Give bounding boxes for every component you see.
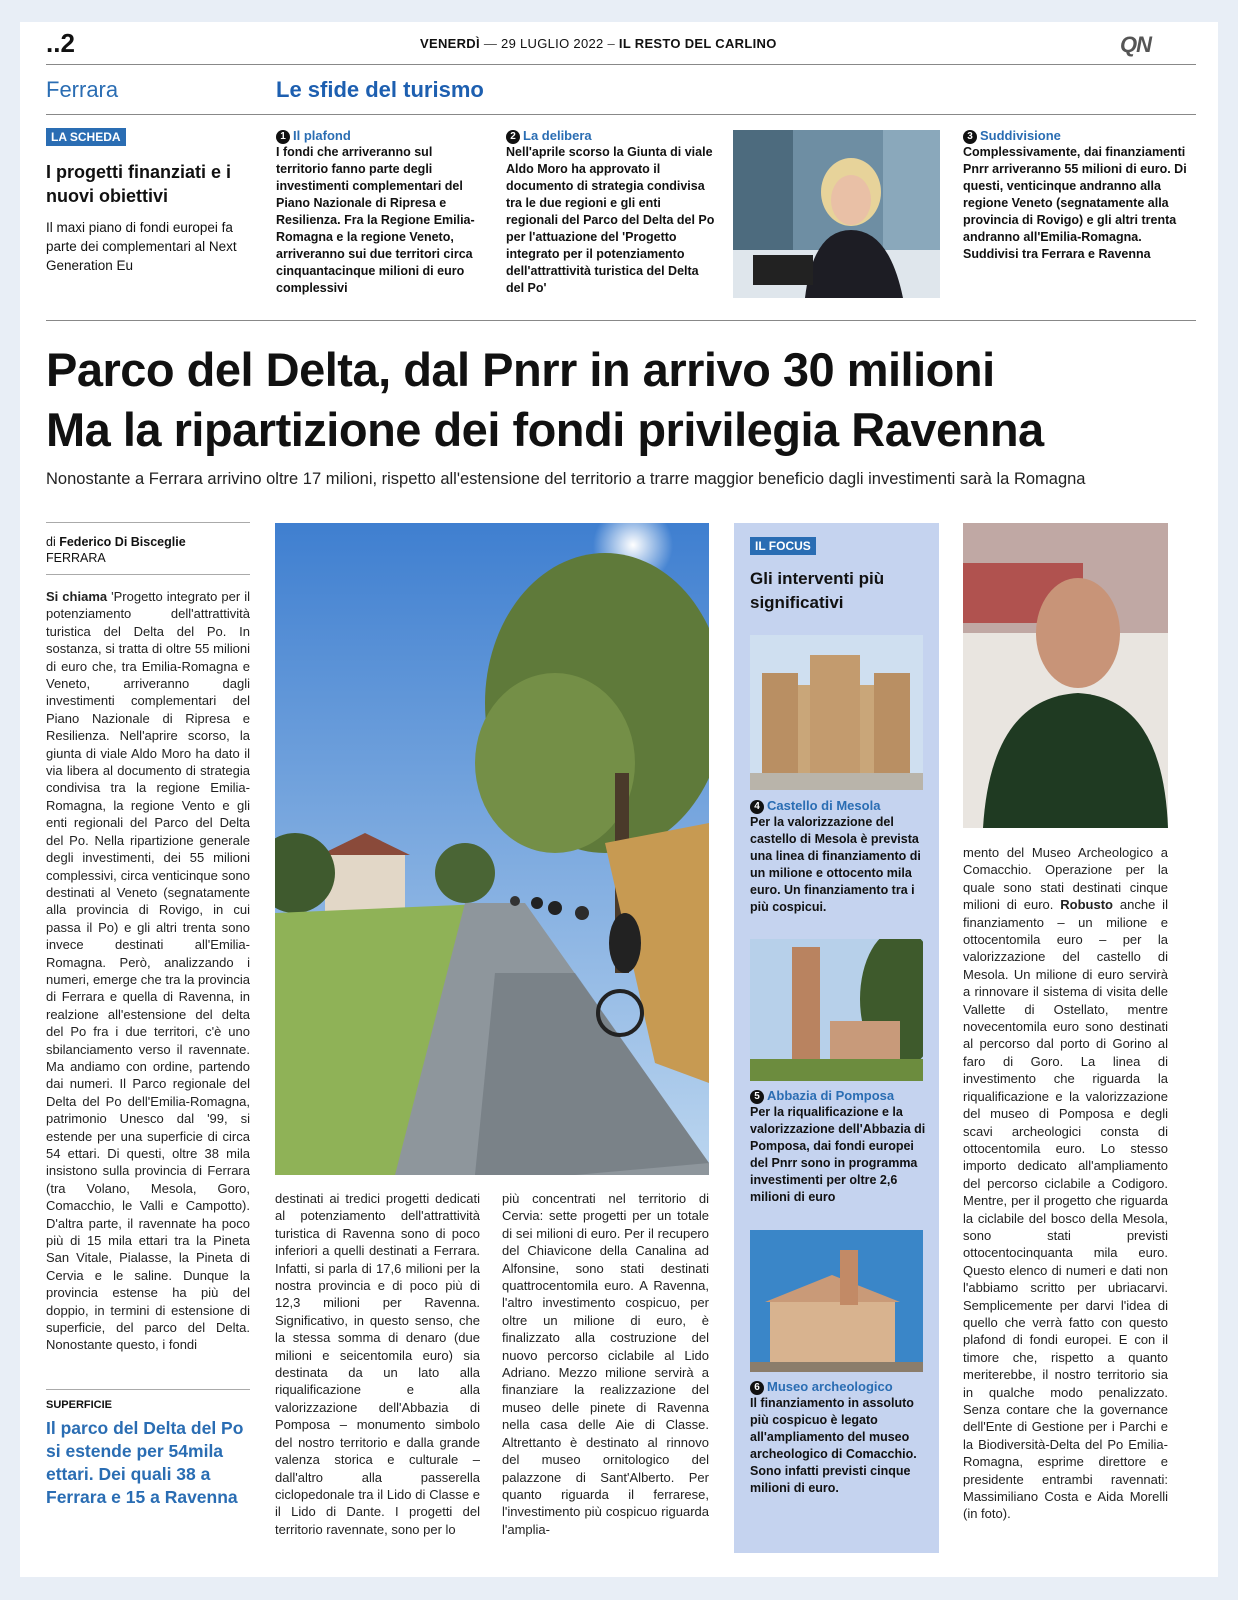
number-1-icon: 1 <box>276 130 290 144</box>
paragraph-lead: Robusto <box>1060 897 1113 913</box>
section-name: Ferrara <box>46 77 119 102</box>
cycling-path-illustration <box>275 523 709 1175</box>
castello-mesola-photo <box>750 635 923 790</box>
focus-item-heading: 6 Museo archeologico <box>750 1379 928 1395</box>
cyclists-photo <box>275 523 709 1175</box>
info-box-heading: 2 La delibera <box>506 128 716 144</box>
regional-councillor-photo <box>733 130 940 298</box>
headline-line-1: Parco del Delta, dal Pnrr in arrivo 30 milioni <box>46 343 995 396</box>
top-rule <box>46 320 1196 321</box>
superficie-rule <box>46 1389 250 1390</box>
number-6-icon: 6 <box>750 1381 764 1395</box>
article-column-2: destinati ai tredici progetti dedicati al potenziamento dell'attrattività turistica di Ravenna sono di poco inferiori a quelli destinati a Ferrara. Infatti, si parla di 17,6 milioni per la nostra provincia e di poco più di 12,3 milioni per Ravenna. Significativo, in questo senso, che la stessa somma di denaro (due milioni e seicentomila euro) sia destinata da un lato alla riqualificazione e alla valorizzazione dell'Abbazia di Pomposa – monumento simbolo del nostro territorio e dalla grande valenza storica e culturale – dall'altro alla passerella ciclopedonale tra il Lido di Classe e il Lido di Dante. I progetti del territorio ravennate, sono per lo <box>275 1191 480 1537</box>
focus-item-6 <box>750 1379 928 1497</box>
masthead-day: VENERDÌ <box>420 36 480 51</box>
superficie-text: Il parco del Delta del Po si estende per 54mila ettari. Dei quali 38 a Ferrara e 15 a Ravenna <box>46 1418 244 1507</box>
info-box-heading: 1 Il plafond <box>276 128 486 144</box>
focus-item-text: Per la valorizzazione del castello di Mesola è prevista una linea di finanziamento di un milione e ottocento mila euro. Un finanziamento tra i più cospicui. <box>750 815 921 914</box>
focus-item-heading: 5 Abbazia di Pomposa <box>750 1088 928 1104</box>
masthead-line <box>420 36 777 51</box>
scheda-text: Il maxi piano di fondi europei fa parte dei complementari al Next Generation Eu <box>46 220 237 273</box>
info-box-1 <box>276 128 486 297</box>
masthead-dash: — <box>483 36 498 51</box>
byline-rule <box>46 522 250 523</box>
headline <box>46 340 1196 460</box>
byline-rule <box>46 574 250 575</box>
info-box-heading: 3 Suddivisione <box>963 128 1188 144</box>
focus-item-text: Il finanziamento in assoluto più cospicuo è legato all'ampliamento del museo archeologico di Comacchio. Sono infatti previsti cinque milioni di euro. <box>750 1396 917 1495</box>
subheadline: Nonostante a Ferrara arrivino oltre 17 milioni, rispetto all'estensione del territorio a trarre maggior beneficio dagli investimenti sarà la Romagna <box>46 470 1086 488</box>
info-box-3 <box>963 128 1188 263</box>
focus-item-5 <box>750 1088 928 1206</box>
byline <box>46 534 250 566</box>
number-3-icon: 3 <box>963 130 977 144</box>
focus-badge: IL FOCUS <box>750 537 816 555</box>
number-2-icon: 2 <box>506 130 520 144</box>
info-box-2 <box>506 128 716 297</box>
abbazia-pomposa-photo <box>750 939 923 1081</box>
portrait-illustration <box>733 130 940 298</box>
section-rule <box>46 114 1196 115</box>
focus-item-4 <box>750 798 928 916</box>
museo-archeologico-photo <box>750 1230 923 1372</box>
qn-logo: QN <box>1120 32 1151 57</box>
article-column-4: mento del Museo Archeologico a Comacchio. Operazione per la quale sono stati destinati cinque milioni di euro. Robusto anche il finanziamento – un milione e ottocentomila euro – per la valorizzazione del castello di Mesola. Un milione di euro servirà a rinnovare il sistema di visita delle Vallette di Ostellato, mentre novecentomila euro sono destinati al percorso dal porto di Gorino al faro di Goro. La linea di investimento che riguarda la riqualificazione e la valorizzazione del museo di Pomposa e degli scavi archeologici consta di ottocentomila euro. Lo stesso importo dedicato all'ampliamento del percorso ciclabile a Codigoro. Mentre, per il progetto che riguarda la ciclabile del bosco della Mesola, sono stati previsti ottocentocinquanta mila euro. Questo elenco di numeri e dati non l'abbiamo scritto per ubriacarvi. Semplicemente per darvi l'idea di quello che verrà fatto con questo plafond di fondi europei. E con il timore che, rispetto a quanto meriterebbe, il nostro territorio sia in qualche modo penalizzato. Senza contare che la governance dell'Ente di Gestione per i Parchi e la Biodiversità-Delta del Po Emilia-Romagna, esprime direttore e presidente entrambi ravennati: Massimiliano Costa e Aida Morelli (in foto). <box>963 845 1168 1522</box>
director-portrait-photo <box>963 523 1168 828</box>
topic-title: Le sfide del turismo <box>276 77 484 102</box>
info-box-text: Complessivamente, dai finanziamenti Pnrr arriveranno 55 milioni di euro. Di questi, venticinque andranno alla regione Veneto (segnatamente alla provincia di Rovigo) e gli altri trenta andranno all'Emilia-Romagna. Suddivisi tra Ferrara e Ravenna <box>963 145 1187 261</box>
focus-item-text: Per la riqualificazione e la valorizzazione dell'Abbazia di Pomposa, dai fondi europei del Pnrr sono in programma investimenti per oltre 2,6 milioni di euro <box>750 1105 926 1204</box>
byline-author: Federico Di Bisceglie <box>59 535 186 549</box>
info-box-text: I fondi che arriveranno sul territorio fanno parte degli investimenti complementari del Piano Nazionale di Ripresa e Resilienza. Fra la Regione Emilia-Romagna e la regione Veneto, arriveranno sui due territori circa cinquantacinque milioni di euro complessivi <box>276 145 475 295</box>
byline-di: di <box>46 535 56 549</box>
newspaper-page <box>20 22 1218 1577</box>
portrait-illustration <box>963 523 1168 828</box>
masthead-date: 29 LUGLIO 2022 <box>501 36 604 51</box>
byline-place: FERRARA <box>46 551 106 565</box>
masthead-dash: – <box>607 36 615 51</box>
page-number: ..2 <box>46 28 75 58</box>
scheda-badge: LA SCHEDA <box>46 128 126 146</box>
museum-illustration <box>750 1230 923 1372</box>
number-4-icon: 4 <box>750 800 764 814</box>
masthead-paper: IL RESTO DEL CARLINO <box>618 36 777 51</box>
article-lead: Si chiama <box>46 589 108 604</box>
header-rule <box>46 64 1196 65</box>
focus-item-heading: 4 Castello di Mesola <box>750 798 928 814</box>
number-5-icon: 5 <box>750 1090 764 1104</box>
article-column-1: Si chiama 'Progetto integrato per il potenziamento dell'attrattività turistica del Delta del Po. In sostanza, si tratta di oltre 55 milioni di euro che, tra Emilia-Romagna e Veneto, arriveranno dagli investimenti complementari del Piano Nazionale di Ripresa e Resilienza. Nell'aprire scorso, la giunta di viale Aldo Moro ha dato il via libera al documento di strategia condivisa tra la regione Emilia-Romagna, la regione Vento e gli enti regionali del Parco del Delta del Po. Nella ripartizione generale degli investimenti, dei 55 milioni complessivi, circa venticinque sono destinati al Veneto (segnatamente alla provincia di Rovigo, in cui passa il Po) e gli altri trenta sono invece destinati all'Emilia-Romagna. Però, analizzando i numeri, emerge che tra la provincia di Ferrara e quella di Ravenna, in realzione all'estensione del delta del Po fra i due territori, c'è uno sbilanciamento verso il ravennate. Ma andiamo con ordine, partendo dai numeri. Il Parco regionale del Delta del Po dell'Emilia-Romagna, patrimonio Unesco dal '99, si estende per una superficie di circa 54 ettari. Di questi, oltre 38 mila insistono sulla provincia di Ferrara (tra Volano, Mesola, Goro, Comacchio, le Valli e Campotto). D'altra parte, il ravennate ha poco più di 15 mila ettari tra la Pineta San Vitale, Pialasse, la Pineta di Cervia e le saline. Dunque la provincia estense ha più del doppio, in termini di estensione di superficie, del parco del Delta. Nonostante questo, i fondi <box>46 589 250 1353</box>
castle-illustration <box>750 635 923 790</box>
info-box-text: Nell'aprile scorso la Giunta di viale Aldo Moro ha approvato il documento di strategia condivisa tra le due regioni e gli enti regionali del Parco del Delta del Po per l'attuazione del 'Progetto integrato per il potenziamento dell'attrattività turistica del Delta del Po' <box>506 145 715 295</box>
focus-title: Gli interventi più significativi <box>750 569 885 612</box>
scheda-title: I progetti finanziati e i nuovi obiettivi <box>46 162 232 206</box>
headline-line-2: Ma la ripartizione dei fondi privilegia Ravenna <box>46 403 1044 456</box>
superficie-label: SUPERFICIE <box>46 1399 113 1411</box>
article-column-3: più concentrati nel territorio di Cervia: sette progetti per un totale di sei milioni di euro. Per il recupero del Chiavicone della Canalina ad Alfonsine, sono stati destinati quattrocentomila euro. A Ravenna, l'altro investimento cospicuo, per oltre un milione di euro, è finalizzato alla costruzione del nuovo percorso ciclabile al Lido Adriano. Mezzo milione servirà a finanziare la realizzazione del museo delle pinete di Ravenna nella casa delle Aie di Classe. Altrettanto è destinato al rinnovo del museo ornitologico del palazzone di Sant'Alberto. Per quanto riguarda il ferrarese, l'investimento più cospicuo riguarda l'amplia- <box>502 1191 709 1537</box>
abbey-illustration <box>750 939 923 1081</box>
